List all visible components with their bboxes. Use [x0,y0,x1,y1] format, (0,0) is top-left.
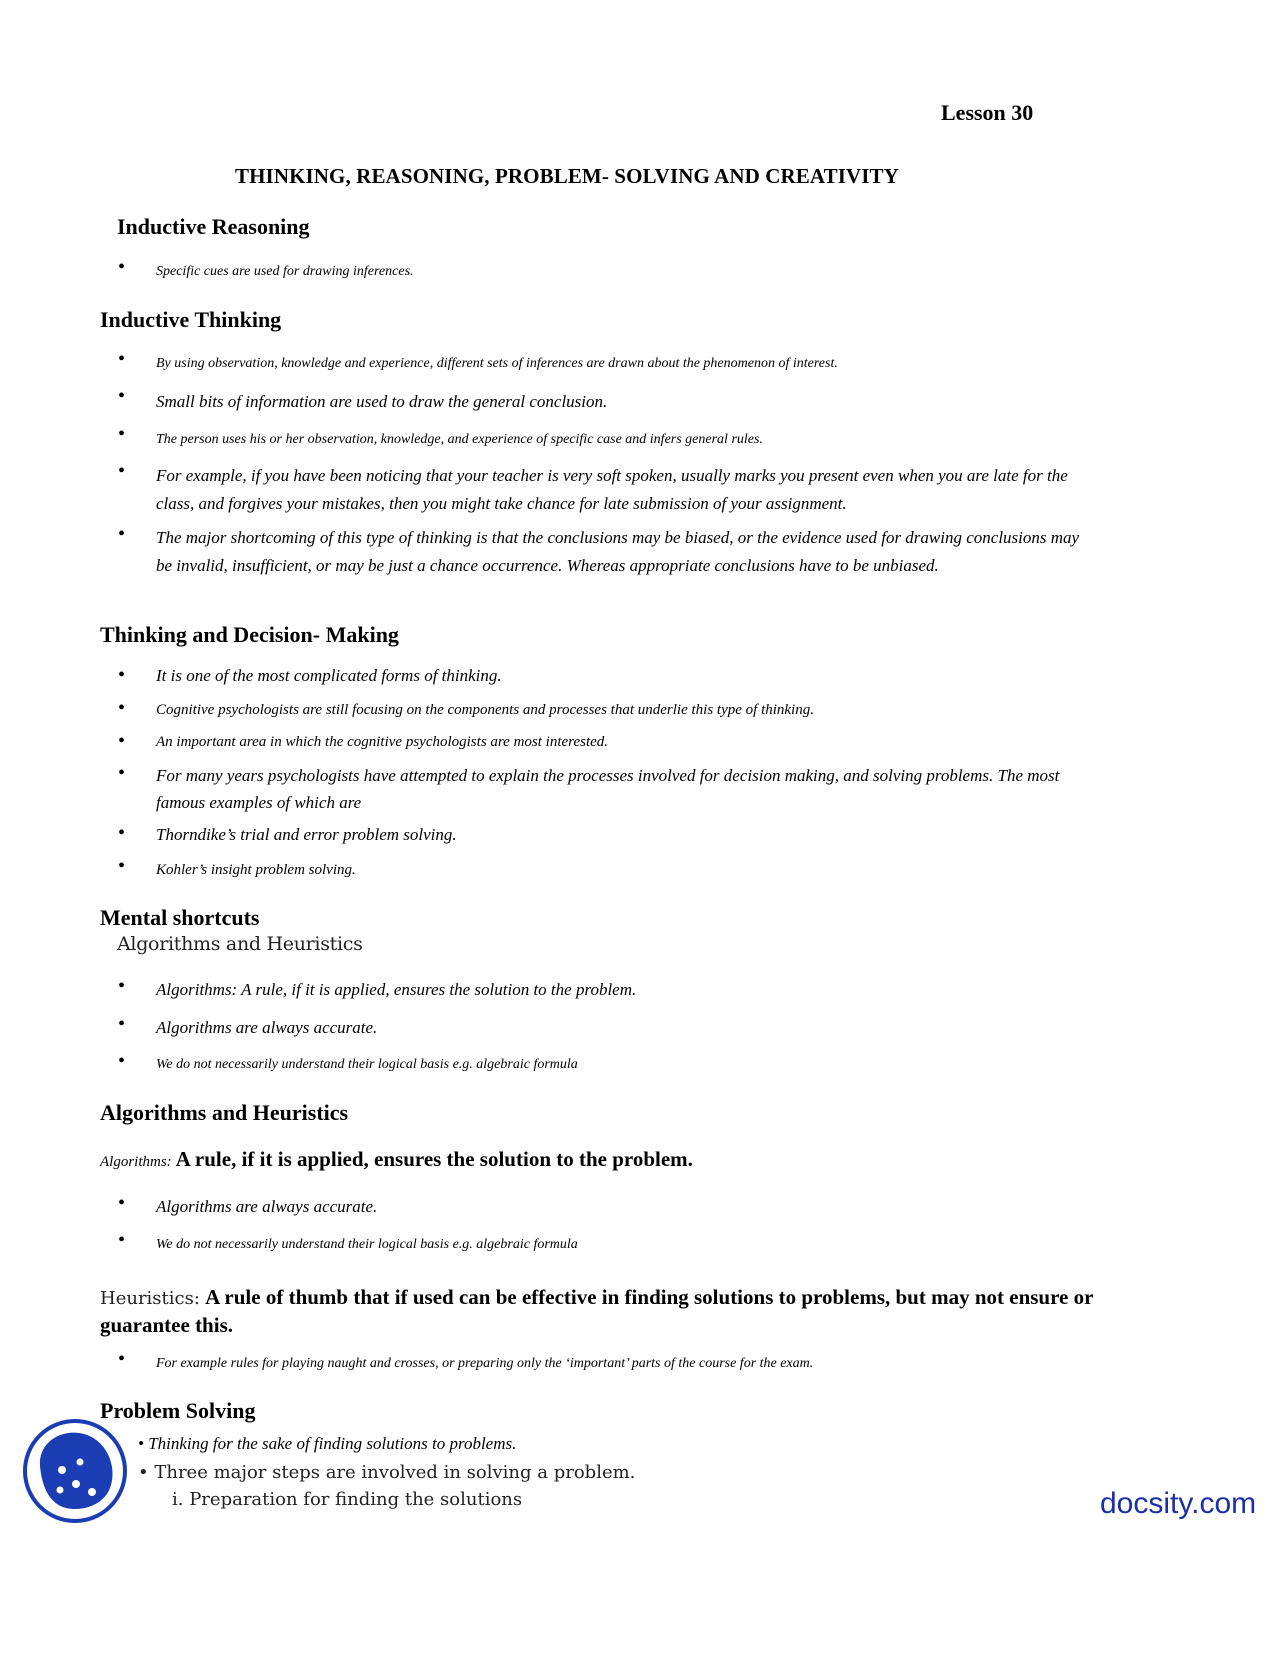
list-item: For many years psychologists have attempted to explain the processes involved for decision making, and solving problems. The most famous examples of which are [156,766,1060,812]
heading-problem-solving: Problem Solving [100,1398,256,1423]
list-item: • Thinking for the sake of finding solutions to problems. [138,1434,517,1453]
heading-inductive-reasoning: Inductive Reasoning [117,214,310,239]
bullet-icon: • [118,423,126,445]
list-item: We do not necessarily understand their logical basis e.g. algebraic formula [156,1237,578,1252]
list-item: Specific cues are used for drawing inferences. [156,264,414,279]
bullet-icon: • [118,855,126,877]
list-item: Algorithms are always accurate. [156,1197,378,1216]
list-item: Thorndike’s trial and error problem solving. [156,825,457,844]
bullet-icon: • [118,1229,126,1251]
list-item: An important area in which the cognitive psychologists are most interested. [156,734,609,750]
bullet-icon: • [118,523,126,545]
docsity-brand: docsity.com [1100,1487,1257,1520]
heading-algorithms-heuristics: Algorithms and Heuristics [100,1100,349,1125]
docsity-logo-icon [22,1418,128,1524]
list-item: For example rules for playing naught and crosses, or preparing only the ‘important’ parts of the course for the exam. [156,1356,814,1371]
bullet-icon: • [118,385,126,407]
bullet-icon: • [118,256,126,278]
bullet-icon: • [118,975,126,997]
list-item: Cognitive psychologists are still focusing on the components and processes that underlie this type of thinking. [156,702,814,718]
bullet-icon: • [118,762,126,784]
bullet-icon: • [118,822,126,844]
list-item: Small bits of information are used to draw the general conclusion. [156,392,608,411]
heading-decision-making: Thinking and Decision- Making [100,622,399,647]
algorithms-definition [100,1147,693,1172]
lesson-number: Lesson 30 [941,100,1034,125]
list-item: Algorithms are always accurate. [156,1018,378,1037]
bullet-icon: • [118,1192,126,1214]
bullet-icon: • [118,1348,126,1370]
list-item: Kohler’s insight problem solving. [156,862,356,878]
heuristics-label: Heuristics: [100,1288,200,1309]
heuristics-text: A rule of thumb that if used can be effective in finding solutions to problems, but may not ensure or guarantee this. [100,1285,1094,1337]
heuristics-definition [100,1284,1100,1339]
bullet-icon: • [118,1050,126,1072]
list-item: • Three major steps are involved in solving a problem. [138,1462,636,1483]
list-item: For example, if you have been noticing that your teacher is very soft spoken, usually marks you present even when you are late for the class, and forgives your mistakes, then you might take chance for late submission of your assignment. [156,466,1068,513]
list-item: By using observation, knowledge and experience, different sets of inferences are drawn about the phenomenon of interest. [156,356,838,371]
heading-mental-shortcuts: Mental shortcuts [100,905,260,930]
list-item: The person uses his or her observation, knowledge, and experience of specific case and infers general rules. [156,432,763,447]
list-item: i. Preparation for finding the solutions [172,1489,523,1510]
algorithms-text: A rule, if it is applied, ensures the solution to the problem. [175,1147,693,1171]
list-item: Algorithms: A rule, if it is applied, ensures the solution to the problem. [156,980,637,999]
bullet-icon: • [118,664,126,686]
list-item: It is one of the most complicated forms of thinking. [156,666,502,685]
bullet-icon: • [118,1013,126,1035]
list-item: We do not necessarily understand their logical basis e.g. algebraic formula [156,1057,578,1072]
bullet-icon: • [118,348,126,370]
bullet-icon: • [118,730,126,752]
page-title: THINKING, REASONING, PROBLEM- SOLVING AND CREATIVITY [235,164,899,188]
list-item: The major shortcoming of this type of thinking is that the conclusions may be biased, or the evidence used for drawing conclusions may be invalid, insufficient, or may be just a chance occurrence. Whereas appropriate conclusions have to be unbiased. [156,528,1080,575]
subheading-algorithms-heuristics: Algorithms and Heuristics [117,933,363,955]
bullet-icon: • [118,460,126,482]
bullet-icon: • [118,697,126,719]
algorithms-label: Algorithms: [100,1154,172,1170]
heading-inductive-thinking: Inductive Thinking [100,307,282,332]
